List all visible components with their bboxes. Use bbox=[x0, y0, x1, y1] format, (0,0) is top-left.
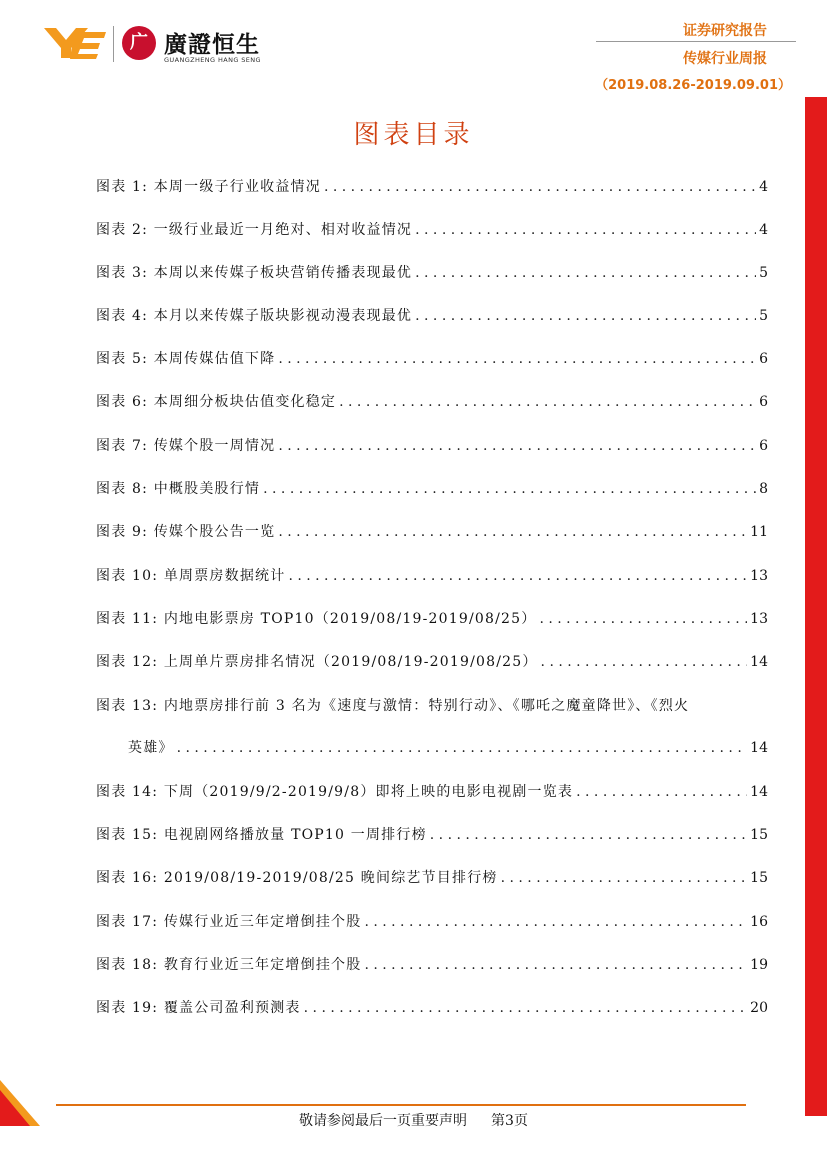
toc-entry-label: 图表 14: 下周（2019/9/2-2019/9/8）即将上映的电影电视剧一览表 bbox=[96, 784, 574, 800]
toc-leader-dots bbox=[278, 349, 756, 369]
ye-logo-icon bbox=[44, 22, 108, 62]
toc-leader-dots bbox=[364, 912, 747, 932]
footer-rule bbox=[56, 1104, 746, 1106]
toc-entry-11[interactable] bbox=[96, 609, 768, 629]
toc-entry-12[interactable] bbox=[96, 652, 768, 672]
toc-entry-5[interactable] bbox=[96, 349, 768, 369]
toc-entry-8[interactable] bbox=[96, 479, 768, 499]
logo-divider bbox=[113, 26, 114, 62]
toc-leader-dots bbox=[278, 436, 756, 456]
toc-entry-page: 14 bbox=[750, 784, 768, 800]
toc-entry-15[interactable] bbox=[96, 825, 768, 845]
toc-entry-2[interactable] bbox=[96, 220, 768, 240]
toc-entry-label: 图表 3: 本周以来传媒子板块营销传播表现最优 bbox=[96, 265, 413, 281]
footer-page-number: 第3页 bbox=[491, 1113, 528, 1129]
toc-entry-1[interactable] bbox=[96, 177, 768, 197]
toc-entry-page: 6 bbox=[759, 351, 768, 367]
seal-icon: 广 bbox=[122, 26, 156, 60]
toc-entry-label: 图表 4: 本月以来传媒子版块影视动漫表现最优 bbox=[96, 308, 413, 324]
toc-entry-page: 5 bbox=[759, 308, 768, 324]
side-accent-bar bbox=[805, 97, 827, 1116]
toc-entry-13-line1[interactable]: 图表 13: 内地票房排行前 3 名为《速度与激情：特别行动》、《哪吒之魔童降世》、《烈火 bbox=[96, 698, 690, 714]
toc-entry-label: 图表 8: 中概股美股行情 bbox=[96, 481, 261, 497]
toc-entry-label: 图表 5: 本周传媒估值下降 bbox=[96, 351, 276, 367]
toc-entry-page: 13 bbox=[750, 568, 768, 584]
toc-entry-page: 19 bbox=[750, 957, 768, 973]
toc-entry-page: 4 bbox=[759, 179, 768, 195]
toc-entry-6[interactable] bbox=[96, 392, 768, 412]
toc-entry-4[interactable] bbox=[96, 306, 768, 326]
company-logo bbox=[44, 22, 284, 72]
toc-leader-dots bbox=[364, 955, 747, 975]
toc-entry-page: 13 bbox=[750, 611, 768, 627]
brand-name-en: GUANGZHENG HANG SENG bbox=[164, 56, 261, 64]
toc-entry-13[interactable] bbox=[128, 738, 768, 758]
toc-leader-dots bbox=[415, 306, 756, 326]
toc-entry-page: 15 bbox=[750, 870, 768, 886]
toc-entry-label: 图表 9: 传媒个股公告一览 bbox=[96, 524, 276, 540]
toc-entry-label: 图表 2: 一级行业最近一月绝对、相对收益情况 bbox=[96, 222, 413, 238]
footer-disclaimer: 敬请参阅最后一页重要声明 bbox=[299, 1113, 468, 1129]
toc-entry-page: 20 bbox=[750, 1000, 768, 1016]
toc-entry-10[interactable] bbox=[96, 566, 768, 586]
toc-leader-dots bbox=[339, 392, 756, 412]
brand-name-cn: 廣證恒生 bbox=[164, 32, 260, 58]
toc-entry-3[interactable] bbox=[96, 263, 768, 283]
report-name: 传媒行业周报 bbox=[683, 51, 767, 67]
toc-leader-dots bbox=[278, 522, 747, 542]
toc-leader-dots bbox=[430, 825, 747, 845]
toc-entry-page: 4 bbox=[759, 222, 768, 238]
toc-entry-label: 图表 6: 本周细分板块估值变化稳定 bbox=[96, 394, 337, 410]
toc-entry-16[interactable] bbox=[96, 868, 768, 888]
toc-entry-14[interactable] bbox=[96, 782, 768, 802]
toc-leader-dots bbox=[539, 609, 747, 629]
toc-title: 图表目录 bbox=[353, 120, 474, 150]
toc-entry-label: 图表 18: 教育行业近三年定增倒挂个股 bbox=[96, 957, 362, 973]
toc-entry-label: 图表 17: 传媒行业近三年定增倒挂个股 bbox=[96, 914, 362, 930]
toc-entry-page: 5 bbox=[759, 265, 768, 281]
toc-entry-page: 14 bbox=[750, 740, 768, 756]
toc-entry-18[interactable] bbox=[96, 955, 768, 975]
toc-entry-label: 图表 11: 内地电影票房 TOP10（2019/08/19-2019/08/25） bbox=[96, 611, 537, 627]
toc-leader-dots bbox=[288, 566, 747, 586]
toc-entry-label: 图表 12: 上周单片票房排名情况（2019/08/19-2019/08/25） bbox=[96, 654, 538, 670]
toc-entry-19[interactable] bbox=[96, 998, 768, 1018]
toc-entry-page: 6 bbox=[759, 438, 768, 454]
toc-entry-9[interactable] bbox=[96, 522, 768, 542]
toc-leader-dots bbox=[415, 220, 756, 240]
toc-leader-dots bbox=[177, 738, 748, 758]
toc-leader-dots bbox=[541, 652, 748, 672]
page-footer bbox=[0, 1110, 827, 1130]
toc-entry-page: 8 bbox=[759, 481, 768, 497]
report-period-text: （2019.08.26-2019.09.01） bbox=[595, 78, 791, 93]
toc-leader-dots bbox=[304, 998, 748, 1018]
toc-leader-dots bbox=[263, 479, 756, 499]
toc-leader-dots bbox=[501, 868, 748, 888]
toc-entry-page: 6 bbox=[759, 394, 768, 410]
toc-entry-page: 14 bbox=[750, 654, 768, 670]
report-period bbox=[595, 74, 791, 93]
toc-entry-label: 图表 10: 单周票房数据统计 bbox=[96, 568, 286, 584]
toc-entry-label: 图表 16: 2019/08/19-2019/08/25 晚间综艺节目排行榜 bbox=[96, 870, 498, 886]
toc-entry-label: 图表 7: 传媒个股一周情况 bbox=[96, 438, 276, 454]
header-rule bbox=[596, 41, 796, 42]
toc-entry-page: 11 bbox=[750, 524, 768, 540]
toc-entry-label: 图表 15: 电视剧网络播放量 TOP10 一周排行榜 bbox=[96, 827, 427, 843]
toc-entry-label: 图表 19: 覆盖公司盈利预测表 bbox=[96, 1000, 301, 1016]
toc-entry-label: 英雄》 bbox=[128, 740, 174, 756]
toc-entry-page: 15 bbox=[750, 827, 768, 843]
toc-leader-dots bbox=[324, 177, 756, 197]
report-type: 证券研究报告 bbox=[683, 23, 767, 39]
toc-entry-page: 16 bbox=[750, 914, 768, 930]
toc-leader-dots bbox=[576, 782, 747, 802]
toc-leader-dots bbox=[415, 263, 756, 283]
toc-entry-17[interactable] bbox=[96, 912, 768, 932]
toc-entry-7[interactable] bbox=[96, 436, 768, 456]
toc-entry-label: 图表 1: 本周一级子行业收益情况 bbox=[96, 179, 321, 195]
